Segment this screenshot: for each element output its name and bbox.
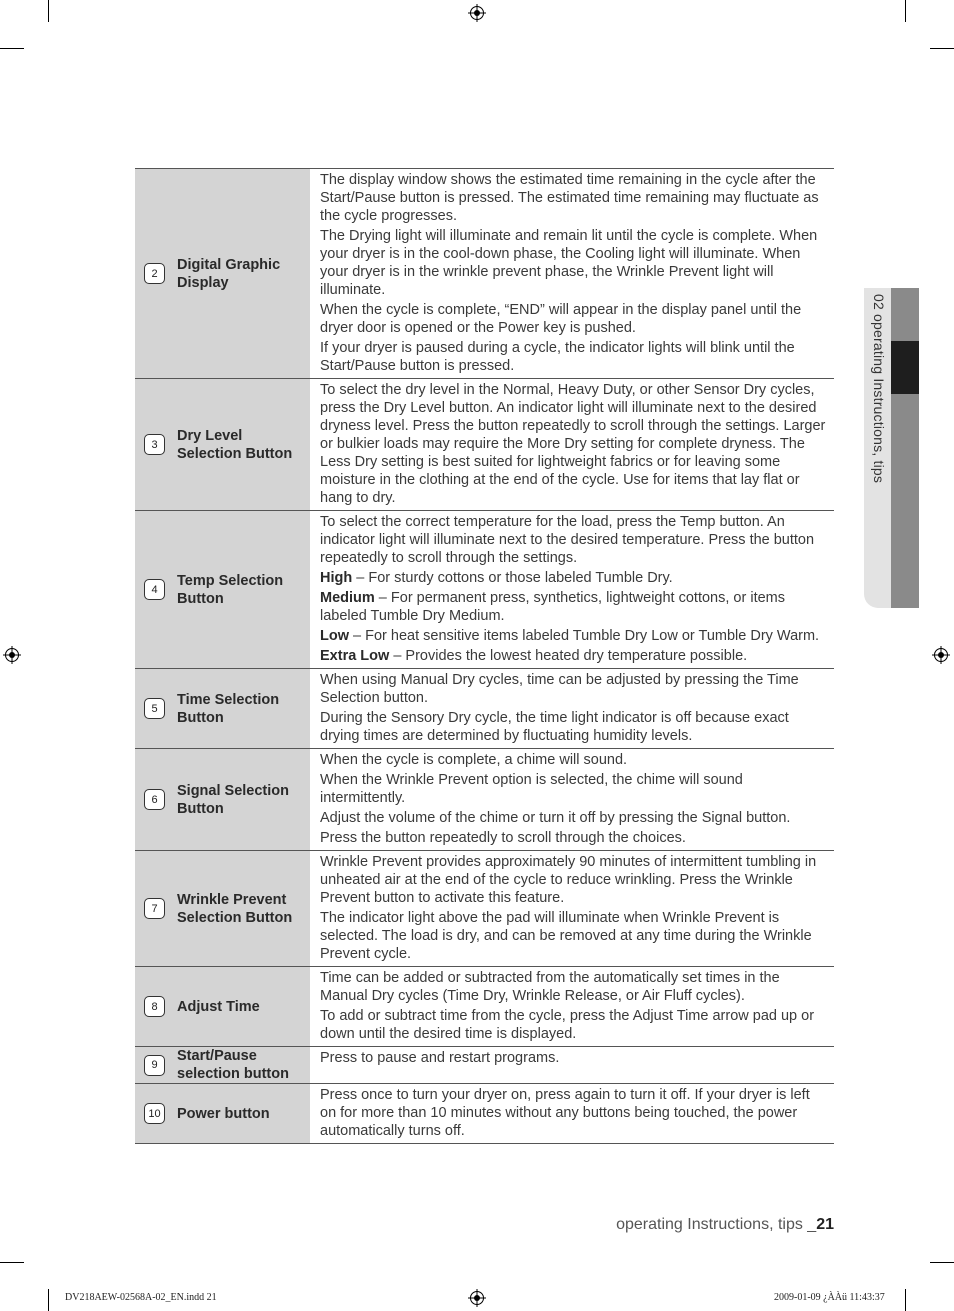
- callout-number-badge: 7: [144, 898, 165, 919]
- registration-mark-icon: [932, 646, 950, 664]
- description-paragraph: When using Manual Dry cycles, time can be adjusted by pressing the Time Selection button.: [320, 672, 799, 706]
- control-description-cell: [310, 1084, 834, 1143]
- print-slug-file: DV218AEW-02568A-02_EN.indd 21: [65, 1292, 217, 1303]
- control-name: Signal Selection Button: [177, 782, 289, 817]
- description-paragraph: Adjust the volume of the chime or turn it off by pressing the Signal button.: [320, 810, 791, 826]
- control-label-cell: [135, 669, 310, 748]
- control-description-table: [135, 168, 834, 1144]
- control-name: Wrinkle Prevent Selection Button: [177, 891, 293, 926]
- table-row: [135, 967, 834, 1047]
- control-name: Start/Pause selection button: [177, 1048, 289, 1082]
- description-paragraph: The indicator light above the pad will illuminate when Wrinkle Prevent is selected. The load is dry, and can be removed at any time during the Wrinkle Prevent cycle.: [320, 910, 812, 962]
- description-paragraph: Wrinkle Prevent provides approximately 90 minutes of intermittent tumbling in unheated air at the end of the cycle to reduce wrinkling. Press the Wrinkle Prevent button to activate this feature.: [320, 854, 817, 906]
- crop-mark: [930, 1262, 954, 1263]
- callout-number-badge: 3: [144, 434, 165, 455]
- control-description-cell: [310, 379, 834, 510]
- callout-number-badge: 2: [144, 263, 165, 284]
- control-name: Temp Selection Button: [177, 572, 284, 607]
- description-paragraph: To add or subtract time from the cycle, press the Adjust Time arrow pad up or down until the desired time is displayed.: [320, 1008, 815, 1042]
- setting-description: – Provides the lowest heated dry temperature possible.: [389, 648, 748, 664]
- control-description-cell: [310, 851, 834, 966]
- control-label-cell: [135, 967, 310, 1046]
- side-tab-gray-strip: [891, 288, 919, 608]
- setting-description: – For sturdy cottons or those labeled Tumble Dry.: [352, 570, 673, 586]
- control-label-cell: [135, 169, 310, 378]
- control-description-cell: [310, 1047, 834, 1083]
- control-description-cell: [310, 169, 834, 378]
- control-label-cell: [135, 379, 310, 510]
- table-row: [135, 1084, 834, 1144]
- description-paragraph: If your dryer is paused during a cycle, the indicator lights will blink until the Start/Pause button is pressed.: [320, 340, 795, 374]
- setting-definition: [320, 569, 828, 587]
- footer-section-title: operating Instructions, tips _: [616, 1216, 817, 1233]
- crop-mark: [0, 1262, 24, 1263]
- setting-term: Low: [320, 628, 349, 644]
- table-row: [135, 511, 834, 669]
- setting-description: – For heat sensitive items labeled Tumble Dry Low or Tumble Dry Warm.: [349, 628, 820, 644]
- control-name: Dry Level Selection Button: [177, 427, 293, 462]
- setting-term: Extra Low: [320, 648, 390, 664]
- setting-definition: [320, 647, 828, 665]
- setting-description: – For permanent press, synthetics, lightweight cottons, or items labeled Tumble Dry Medium.: [320, 590, 785, 624]
- control-label-cell: [135, 851, 310, 966]
- registration-mark-icon: [468, 4, 486, 22]
- crop-mark: [0, 48, 24, 49]
- control-description-cell: [310, 669, 834, 748]
- table-row: [135, 851, 834, 967]
- control-description-cell: [310, 749, 834, 850]
- crop-mark: [905, 0, 906, 22]
- control-label-cell: [135, 749, 310, 850]
- control-name: Adjust Time: [177, 998, 260, 1015]
- control-name: Time Selection Button: [177, 691, 280, 726]
- table-row: [135, 749, 834, 851]
- description-paragraph: Press to pause and restart programs.: [320, 1050, 560, 1066]
- description-paragraph: To select the dry level in the Normal, Heavy Duty, or other Sensor Dry cycles, press the Dry Level button. An indicator light will illuminate next to the desired dryness level. Press the button repeatedly to scroll through the settings. Larger or bulkier loads may require the More Dry setting for complete dryness. The Less Dry setting is best suited for lightweight fabrics or for leaving some moisture in the clothing at the end of the cycle. Use for items that lay flat or hang to dry.: [320, 382, 826, 506]
- description-paragraph: Time can be added or subtracted from the automatically set times in the Manual Dry cycles (Time Dry, Wrinkle Release, or Air Fluff cycles).: [320, 970, 780, 1004]
- control-name: Digital Graphic Display: [177, 256, 281, 291]
- description-paragraph: To select the correct temperature for the load, press the Temp button. An indicator light will illuminate next to the desired temperature. Press the button repeatedly to scroll through the settings.: [320, 514, 815, 566]
- callout-number-badge: 9: [144, 1055, 165, 1076]
- registration-mark-icon: [3, 646, 21, 664]
- description-paragraph: When the cycle is complete, “END” will appear in the display panel until the dryer door is opened or the Power key is pushed.: [320, 302, 802, 336]
- description-paragraph: When the Wrinkle Prevent option is selected, the chime will sound intermittently.: [320, 772, 743, 806]
- page-number: 21: [816, 1216, 834, 1233]
- control-label-cell: [135, 1047, 310, 1083]
- setting-definition: [320, 589, 828, 625]
- crop-mark: [48, 0, 49, 22]
- description-paragraph: The Drying light will illuminate and remain lit until the cycle is complete. When your dryer is in the cool-down phase, the Cooling light will illuminate. When your dryer is in the wrinkle prevent phase, the Wrinkle Prevent light will illuminate.: [320, 228, 818, 298]
- callout-number-badge: 5: [144, 698, 165, 719]
- registration-mark-icon: [468, 1289, 486, 1307]
- control-description-cell: [310, 511, 834, 668]
- side-tab-label: 02 operating Instructions, tips: [871, 294, 887, 484]
- setting-term: Medium: [320, 590, 375, 606]
- table-row: [135, 669, 834, 749]
- callout-number-badge: 10: [144, 1103, 165, 1124]
- description-paragraph: The display window shows the estimated time remaining in the cycle after the Start/Pause button is pressed. The estimated time remaining may fluctuate as the cycle progresses.: [320, 172, 819, 224]
- setting-term: High: [320, 570, 353, 586]
- description-paragraph: During the Sensory Dry cycle, the time light indicator is off because exact drying times are determined by fluctuating humidity levels.: [320, 710, 789, 744]
- table-row: [135, 1047, 834, 1084]
- description-paragraph: Press the button repeatedly to scroll through the choices.: [320, 830, 686, 846]
- control-description-cell: [310, 967, 834, 1046]
- description-paragraph: Press once to turn your dryer on, press again to turn it off. If your dryer is left on for more than 10 minutes without any buttons being touched, the power automatically turns off.: [320, 1087, 810, 1139]
- page-footer: [616, 1216, 834, 1234]
- table-row: [135, 169, 834, 379]
- table-row: [135, 379, 834, 511]
- callout-number-badge: 6: [144, 789, 165, 810]
- control-label-cell: [135, 511, 310, 668]
- crop-mark: [905, 1289, 906, 1311]
- control-name: Power button: [177, 1105, 270, 1122]
- setting-definition: [320, 627, 828, 645]
- callout-number-badge: 4: [144, 579, 165, 600]
- callout-number-badge: 8: [144, 996, 165, 1017]
- control-label-cell: [135, 1084, 310, 1143]
- print-slug-date: 2009-01-09 ¿ÀÀü 11:43:37: [774, 1292, 885, 1303]
- crop-mark: [48, 1289, 49, 1311]
- crop-mark: [930, 48, 954, 49]
- description-paragraph: When the cycle is complete, a chime will sound.: [320, 752, 628, 768]
- side-tab-active-marker: [891, 341, 919, 394]
